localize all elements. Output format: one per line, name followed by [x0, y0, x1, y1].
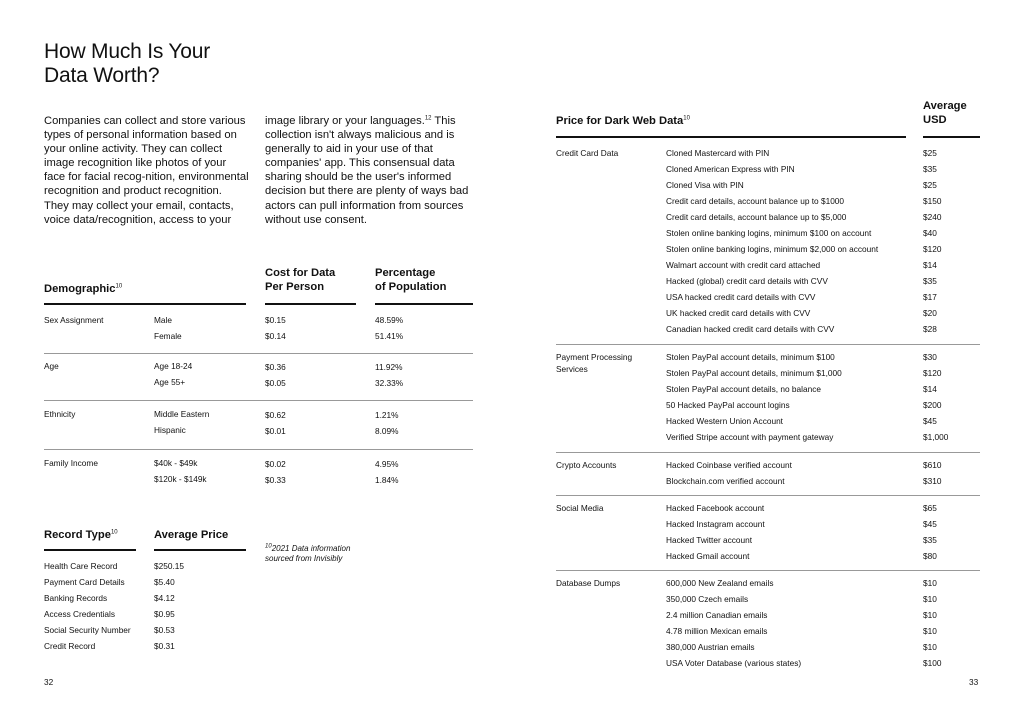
record-header-type — [44, 529, 118, 543]
record-price: $0.95 — [154, 609, 175, 619]
demo-header-demographic — [44, 283, 122, 297]
darkweb-item-name: 380,000 Austrian emails — [666, 642, 755, 652]
darkweb-item-name: Blockchain.com verified account — [666, 476, 785, 486]
record-type: Social Security Number — [44, 625, 131, 635]
darkweb-item-price: $25 — [923, 148, 937, 158]
intro-paragraph-col1: Companies can collect and store various types of personal information based on your online activity. They can collect image recognition like photos of your face for facial recog-nition, environmental recognition and product recognition. They may collect your email, contacts, voice data/recognition, access to your — [44, 115, 249, 226]
record-price: $5.40 — [154, 577, 175, 587]
darkweb-item-name: 4.78 million Mexican emails — [666, 626, 768, 636]
darkweb-item-price: $30 — [923, 352, 937, 362]
avg-usd-line1: Average — [923, 100, 967, 112]
demo-cost: $0.33 — [265, 475, 286, 485]
page-number-left: 32 — [44, 677, 54, 687]
darkweb-item-price: $1,000 — [923, 432, 949, 442]
darkweb-group-label: Payment Processing — [556, 352, 633, 362]
demo-divider — [44, 400, 473, 401]
darkweb-item-name: Hacked Gmail account — [666, 551, 750, 561]
darkweb-item-price: $20 — [923, 308, 937, 318]
darkweb-item-price: $10 — [923, 642, 937, 652]
footnote-ref: 12 — [424, 115, 432, 122]
darkweb-item-price: $14 — [923, 260, 937, 270]
footnote — [265, 544, 350, 564]
record-header-sup: 10 — [110, 529, 118, 536]
darkweb-item-price: $45 — [923, 416, 937, 426]
darkweb-item-name: Stolen PayPal account details, minimum $1,000 — [666, 368, 842, 378]
darkweb-item-name: Cloned Visa with PIN — [666, 180, 744, 190]
darkweb-item-name: Hacked Facebook account — [666, 503, 765, 513]
intro-col2-text-b: This collection isn't always malicious and is generally to aid in your use of that companies' app. This consensual data sharing should be the user's informed decision but there are plenty of ways bad actors can pull information from sources without use consent. — [265, 115, 469, 226]
demo-header-rule — [44, 303, 246, 305]
darkweb-item-name: Hacked Coinbase verified account — [666, 460, 792, 470]
record-price: $250.15 — [154, 561, 184, 571]
darkweb-item-price: $10 — [923, 610, 937, 620]
demo-sub: $120k - $149k — [154, 474, 207, 484]
demo-pct: 32.33% — [375, 378, 404, 388]
darkweb-item-price: $14 — [923, 384, 937, 394]
darkweb-item-name: Credit card details, account balance up to $1000 — [666, 196, 845, 206]
record-header-price: Average Price — [154, 529, 229, 541]
record-price: $0.31 — [154, 641, 175, 651]
darkweb-item-name: Cloned American Express with PIN — [666, 164, 795, 174]
page-title — [44, 40, 210, 88]
title-line-2: Data Worth? — [44, 64, 160, 87]
demo-header-pct-line2: of Population — [375, 280, 447, 293]
darkweb-item-name: 2.4 million Canadian emails — [666, 610, 768, 620]
darkweb-group-label: Credit Card Data — [556, 148, 619, 158]
record-type: Credit Record — [44, 641, 96, 651]
darkweb-item-name: 600,000 New Zealand emails — [666, 578, 774, 588]
demo-sub: Hispanic — [154, 425, 186, 435]
darkweb-item-price: $40 — [923, 228, 937, 238]
footnote-line-1: 2021 Data information — [271, 544, 351, 553]
darkweb-header-sup: 10 — [683, 115, 690, 122]
darkweb-item-name: 50 Hacked PayPal account logins — [666, 400, 790, 410]
darkweb-divider — [556, 570, 980, 571]
darkweb-item-name: Stolen online banking logins, minimum $100 on account — [666, 228, 872, 238]
demo-pct: 1.21% — [375, 410, 399, 420]
darkweb-item-name: USA Voter Database (various states) — [666, 658, 802, 668]
darkweb-group-label-line2: Services — [556, 364, 588, 374]
demo-pct: 11.92% — [375, 362, 403, 372]
demo-cost: $0.62 — [265, 410, 286, 420]
demo-cost: $0.02 — [265, 459, 286, 469]
darkweb-item-price: $610 — [923, 460, 942, 470]
darkweb-item-name: Hacked Western Union Account — [666, 416, 783, 426]
intro-paragraph-col2 — [265, 114, 470, 227]
demo-group-label: Age — [44, 361, 59, 371]
darkweb-divider — [556, 452, 980, 453]
demo-header-label: Demographic — [44, 283, 116, 295]
darkweb-item-price: $35 — [923, 164, 937, 174]
record-type: Health Care Record — [44, 561, 118, 571]
demo-cost: $0.05 — [265, 378, 286, 388]
darkweb-group-label: Database Dumps — [556, 578, 621, 588]
intro-col2-text-a: image library or your languages. — [265, 115, 425, 127]
darkweb-item-price: $10 — [923, 594, 937, 604]
darkweb-item-price: $120 — [923, 368, 942, 378]
darkweb-item-name: Credit card details, account balance up to $5,000 — [666, 212, 847, 222]
demo-cost: $0.01 — [265, 426, 286, 436]
demo-cost: $0.36 — [265, 362, 286, 372]
record-header-label: Record Type — [44, 529, 111, 541]
darkweb-item-name: USA hacked credit card details with CVV — [666, 292, 816, 302]
darkweb-item-price: $150 — [923, 196, 942, 206]
darkweb-item-name: Verified Stripe account with payment gateway — [666, 432, 834, 442]
demo-header-cost-line2: Per Person — [265, 280, 325, 293]
record-type: Banking Records — [44, 593, 108, 603]
demo-sub: Female — [154, 331, 182, 341]
demo-group-label: Ethnicity — [44, 409, 76, 419]
demo-header-cost — [265, 267, 335, 294]
darkweb-item-name: Walmart account with credit card attached — [666, 260, 821, 270]
demo-pct: 4.95% — [375, 459, 399, 469]
demo-sub: $40k - $49k — [154, 458, 198, 468]
darkweb-item-price: $240 — [923, 212, 942, 222]
darkweb-item-price: $10 — [923, 626, 937, 636]
darkweb-item-price: $200 — [923, 400, 942, 410]
darkweb-item-name: Stolen PayPal account details, minimum $100 — [666, 352, 835, 362]
demo-header-percentage — [375, 267, 446, 294]
darkweb-item-price: $120 — [923, 244, 942, 254]
demo-sub: Age 55+ — [154, 377, 186, 387]
page-number-right: 33 — [969, 677, 979, 687]
record-type: Payment Card Details — [44, 577, 125, 587]
darkweb-item-name: Hacked Twitter account — [666, 535, 753, 545]
demo-divider — [44, 449, 473, 450]
darkweb-item-price: $25 — [923, 180, 937, 190]
demo-header-pct-line1: Percentage — [375, 267, 436, 279]
demo-group-label: Family Income — [44, 458, 98, 468]
darkweb-item-price: $100 — [923, 658, 942, 668]
footnote-sup: 10 — [265, 543, 272, 550]
record-header-rule — [154, 549, 246, 551]
darkweb-item-name: Stolen online banking logins, minimum $2,000 on account — [666, 244, 879, 254]
darkweb-group-label: Social Media — [556, 503, 604, 513]
darkweb-item-name: Hacked (global) credit card details with CVV — [666, 276, 828, 286]
demo-group-label: Sex Assignment — [44, 315, 104, 325]
darkweb-item-name: Hacked Instagram account — [666, 519, 765, 529]
darkweb-item-price: $35 — [923, 535, 937, 545]
footnote-line-2: sourced from Invisibly — [265, 554, 343, 563]
darkweb-item-name: Canadian hacked credit card details with CVV — [666, 324, 835, 334]
demo-header-cost-line1: Cost for Data — [265, 267, 336, 279]
darkweb-item-price: $35 — [923, 276, 937, 286]
darkweb-item-name: UK hacked credit card details with CVV — [666, 308, 811, 318]
record-type: Access Credentials — [44, 609, 116, 619]
darkweb-header-rule — [923, 136, 980, 138]
darkweb-item-price: $10 — [923, 578, 937, 588]
darkweb-group-label: Crypto Accounts — [556, 460, 617, 470]
record-price: $4.12 — [154, 593, 175, 603]
demo-header-rule — [375, 303, 473, 305]
darkweb-item-price: $80 — [923, 551, 937, 561]
darkweb-item-price: $310 — [923, 476, 942, 486]
darkweb-header-rule — [556, 136, 906, 138]
darkweb-item-price: $65 — [923, 503, 937, 513]
demo-sub: Age 18-24 — [154, 361, 193, 371]
avg-usd-line2: USD — [923, 113, 947, 126]
demo-sub: Male — [154, 315, 172, 325]
demo-pct: 8.09% — [375, 426, 399, 436]
demo-cost: $0.14 — [265, 331, 286, 341]
demo-divider — [44, 353, 473, 354]
darkweb-divider — [556, 344, 980, 345]
demo-pct: 51.41% — [375, 331, 404, 341]
darkweb-item-price: $45 — [923, 519, 937, 529]
darkweb-item-name: Stolen PayPal account details, no balance — [666, 384, 821, 394]
darkweb-divider — [556, 495, 980, 496]
demo-pct: 48.59% — [375, 315, 404, 325]
title-line-1: How Much Is Your — [44, 40, 211, 63]
demo-sub: Middle Eastern — [154, 409, 210, 419]
avg-usd-header — [923, 100, 967, 127]
darkweb-item-price: $17 — [923, 292, 937, 302]
demo-header-sup: 10 — [115, 283, 123, 290]
darkweb-item-name: 350,000 Czech emails — [666, 594, 749, 604]
darkweb-header — [556, 115, 690, 129]
demo-header-rule — [265, 303, 356, 305]
demo-pct: 1.84% — [375, 475, 399, 485]
record-header-rule — [44, 549, 136, 551]
darkweb-header-label: Price for Dark Web Data — [556, 115, 684, 127]
darkweb-item-price: $28 — [923, 324, 937, 334]
darkweb-item-name: Cloned Mastercard with PIN — [666, 148, 770, 158]
demo-cost: $0.15 — [265, 315, 286, 325]
record-price: $0.53 — [154, 625, 175, 635]
